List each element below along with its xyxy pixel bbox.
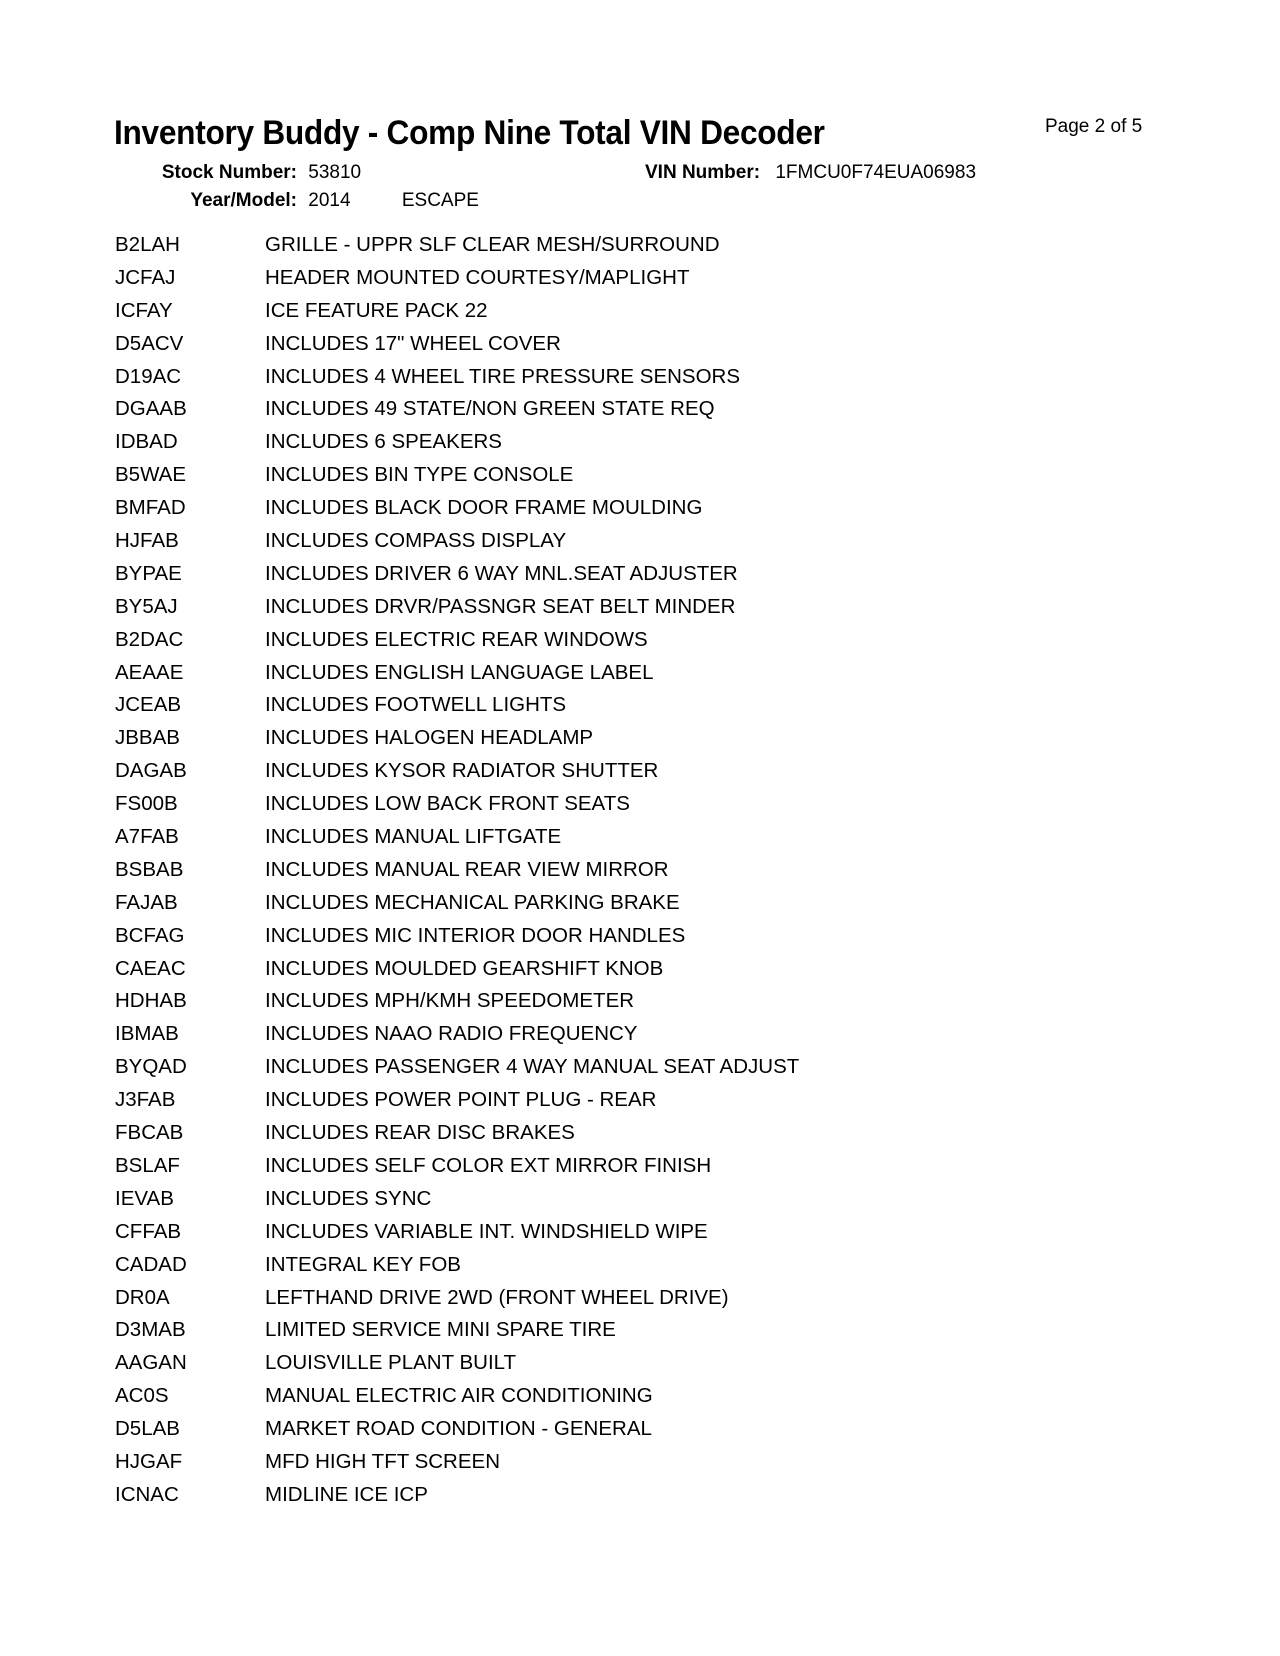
option-code: AAGAN bbox=[115, 1351, 187, 1375]
option-code: IEVAB bbox=[115, 1186, 174, 1210]
option-description: INCLUDES ELECTRIC REAR WINDOWS bbox=[265, 627, 648, 651]
option-description: INTEGRAL KEY FOB bbox=[265, 1252, 461, 1276]
option-code: D5ACV bbox=[115, 331, 184, 355]
option-code: FAJAB bbox=[115, 890, 178, 914]
report-title: Inventory Buddy - Comp Nine Total VIN Decoder bbox=[114, 114, 825, 152]
vin-number bbox=[645, 162, 976, 184]
option-code: CADAD bbox=[115, 1252, 187, 1276]
option-description: INCLUDES MANUAL REAR VIEW MIRROR bbox=[265, 857, 669, 881]
stock-number-label: Stock Number: bbox=[161, 162, 297, 183]
option-code: A7FAB bbox=[115, 825, 179, 849]
option-description: INCLUDES 4 WHEEL TIRE PRESSURE SENSORS bbox=[265, 364, 741, 388]
option-description: INCLUDES MECHANICAL PARKING BRAKE bbox=[265, 890, 680, 914]
option-code: AC0S bbox=[115, 1384, 169, 1408]
option-code: CAEAC bbox=[115, 956, 186, 980]
option-description: INCLUDES BIN TYPE CONSOLE bbox=[265, 463, 574, 487]
option-code: BSBAB bbox=[115, 857, 184, 881]
option-code: FBCAB bbox=[115, 1121, 184, 1145]
option-code: IBMAB bbox=[115, 1022, 179, 1046]
year-model-label: Year/Model: bbox=[190, 190, 297, 211]
option-description: HEADER MOUNTED COURTESY/MAPLIGHT bbox=[265, 265, 690, 289]
stock-number bbox=[155, 162, 361, 184]
option-code: HJFAB bbox=[115, 529, 179, 553]
option-description: INCLUDES SELF COLOR EXT MIRROR FINISH bbox=[265, 1153, 712, 1177]
option-code: IDBAD bbox=[115, 430, 178, 454]
option-code: HDHAB bbox=[115, 989, 187, 1013]
option-description: INCLUDES MPH/KMH SPEEDOMETER bbox=[265, 989, 635, 1013]
option-description: INCLUDES COMPASS DISPLAY bbox=[265, 529, 567, 553]
option-code: DAGAB bbox=[115, 759, 187, 783]
option-code: BCFAG bbox=[115, 923, 185, 947]
option-code: AEAAE bbox=[115, 660, 184, 684]
option-description: INCLUDES DRVR/PASSNGR SEAT BELT MINDER bbox=[265, 594, 736, 618]
option-description: INCLUDES MIC INTERIOR DOOR HANDLES bbox=[265, 923, 686, 947]
option-description: LIMITED SERVICE MINI SPARE TIRE bbox=[265, 1318, 616, 1342]
stock-number-value: 53810 bbox=[308, 162, 362, 183]
option-code: D5LAB bbox=[115, 1417, 180, 1441]
option-description: INCLUDES FOOTWELL LIGHTS bbox=[265, 693, 567, 717]
vin-number-value: 1FMCU0F74EUA06983 bbox=[775, 162, 977, 183]
option-description: INCLUDES REAR DISC BRAKES bbox=[265, 1121, 575, 1145]
year-value: 2014 bbox=[308, 190, 351, 211]
option-code: BSLAF bbox=[115, 1153, 180, 1177]
option-code: B2DAC bbox=[115, 627, 184, 651]
option-description: INCLUDES 17" WHEEL COVER bbox=[265, 331, 561, 355]
option-description: MARKET ROAD CONDITION - GENERAL bbox=[265, 1417, 652, 1441]
option-description: INCLUDES 6 SPEAKERS bbox=[265, 430, 502, 454]
option-code: ICFAY bbox=[115, 298, 173, 322]
option-description: MANUAL ELECTRIC AIR CONDITIONING bbox=[265, 1384, 653, 1408]
option-code: BYQAD bbox=[115, 1055, 187, 1079]
page-indicator: Page 2 of 5 bbox=[1045, 116, 1143, 137]
option-description: INCLUDES KYSOR RADIATOR SHUTTER bbox=[265, 759, 659, 783]
option-description: ICE FEATURE PACK 22 bbox=[265, 298, 488, 322]
vin-number-label: VIN Number: bbox=[645, 162, 761, 183]
option-code: ICNAC bbox=[115, 1482, 179, 1506]
option-code: BMFAD bbox=[115, 496, 186, 520]
option-description: INCLUDES MANUAL LIFTGATE bbox=[265, 825, 562, 849]
option-code: CFFAB bbox=[115, 1219, 182, 1243]
option-code: BYPAE bbox=[115, 561, 182, 585]
option-description: INCLUDES POWER POINT PLUG - REAR bbox=[265, 1088, 657, 1112]
option-code: JCEAB bbox=[115, 693, 182, 717]
option-code: JBBAB bbox=[115, 726, 180, 750]
option-description: INCLUDES HALOGEN HEADLAMP bbox=[265, 726, 594, 750]
option-description: INCLUDES SYNC bbox=[265, 1186, 432, 1210]
year-model bbox=[155, 190, 479, 212]
option-code: DGAAB bbox=[115, 397, 187, 421]
option-code: HJGAF bbox=[115, 1449, 183, 1473]
option-description: INCLUDES MOULDED GEARSHIFT KNOB bbox=[265, 956, 664, 980]
option-description: MFD HIGH TFT SCREEN bbox=[265, 1449, 500, 1473]
option-description: INCLUDES 49 STATE/NON GREEN STATE REQ bbox=[265, 397, 715, 421]
option-code: B5WAE bbox=[115, 463, 187, 487]
option-description: MIDLINE ICE ICP bbox=[265, 1482, 428, 1506]
option-description: INCLUDES LOW BACK FRONT SEATS bbox=[265, 792, 630, 816]
option-code: D19AC bbox=[115, 364, 182, 388]
option-description: INCLUDES DRIVER 6 WAY MNL.SEAT ADJUSTER bbox=[265, 561, 738, 585]
option-code: D3MAB bbox=[115, 1318, 186, 1342]
option-code: FS00B bbox=[115, 792, 178, 816]
option-code: DR0A bbox=[115, 1285, 170, 1309]
model-value: ESCAPE bbox=[401, 190, 479, 211]
option-description: LOUISVILLE PLANT BUILT bbox=[265, 1351, 517, 1375]
option-description: INCLUDES ENGLISH LANGUAGE LABEL bbox=[265, 660, 654, 684]
option-description: INCLUDES VARIABLE INT. WINDSHIELD WIPE bbox=[265, 1219, 708, 1243]
option-description: GRILLE - UPPR SLF CLEAR MESH/SURROUND bbox=[265, 233, 720, 256]
option-description: INCLUDES BLACK DOOR FRAME MOULDING bbox=[265, 496, 703, 520]
option-code: JCFAJ bbox=[115, 265, 176, 289]
option-code: B2LAH bbox=[115, 233, 180, 256]
option-description: LEFTHAND DRIVE 2WD (FRONT WHEEL DRIVE) bbox=[265, 1285, 729, 1309]
option-code: BY5AJ bbox=[115, 594, 178, 618]
option-description: INCLUDES PASSENGER 4 WAY MANUAL SEAT ADJUST bbox=[265, 1055, 800, 1079]
option-code: J3FAB bbox=[115, 1088, 176, 1112]
option-description: INCLUDES NAAO RADIO FREQUENCY bbox=[265, 1022, 638, 1046]
